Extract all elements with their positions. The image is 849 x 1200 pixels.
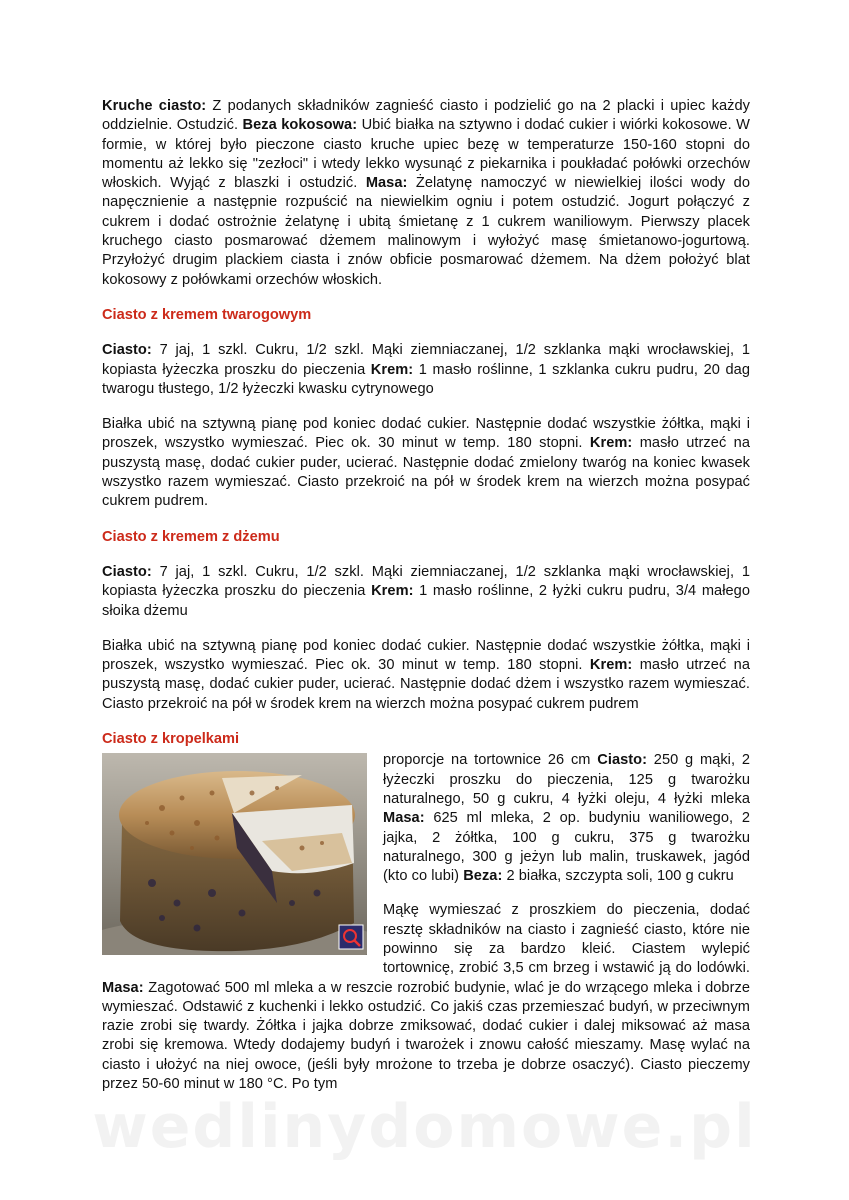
zoom-icon[interactable]: [339, 925, 363, 949]
cake-photo: [102, 753, 367, 955]
recipe-dzem-ingredients: Ciasto: 7 jaj, 1 szkl. Cukru, 1/2 szkl. Mąki ziemniaczanej, 1/2 szklanka mąki wrocławskiej, 1 kopiasta łyżeczka proszku do pieczenia Krem: 1 masło roślinne, 2 łyżki cukru pudru, 3/4 małego słoika dżemu: [102, 563, 750, 619]
label-masa: Masa:: [365, 175, 408, 192]
label-beza-kokosowa: Beza kokosowa:: [242, 117, 358, 134]
recipe-twarogowy-ingredients: Ciasto: 7 jaj, 1 szkl. Cukru, 1/2 szkl. Mąki ziemniaczanej, 1/2 szklanka mąki wrocławskiej, 1 kopiasta łyżeczka proszku do pieczenia Krem: 1 masło roślinne, 1 szklanka cukru pudru, 20 dag twarogu tłustego, 1/2 łyżeczki kwasku cytrynowego: [102, 342, 750, 397]
recipe-kropelki-ingredients: proporcje na tortownice 26 cm Ciasto: 250 g mąki, 2 łyżeczki proszku do pieczenia, 125 g twarożku naturalnego, 50 g cukru, 4 łyżki oleju, 4 łyżki mleka Masa: 625 ml mleka, 2 op. budyniu waniliowego, 2 jajka, 2 żółtka, 100 g cukru, 375 g twarożku naturalnego, 300 g jeżyn lub malin, truskawek, jagód (kto co lubi) Beza: 2 białka, szczypta soli, 100 g cukru: [383, 752, 750, 885]
cake-illustration: [102, 753, 367, 955]
intro-paragraph: Kruche ciasto: Z podanych składników zagnieść ciasto i podzielić go na 2 placki i upiec każdy oddzielnie. Ostudzić. Beza kokosowa: Ubić białka na sztywno i dodać cukier i wiórki kokosowe. W formie, w której było pieczone ciasto kruche upiec bezę w temperaturze 150-160 stopni do momentu aż lekko się "zezłoci" i wtedy lekko wysunąć z piekarnika i poukładać połówki orzechów włoskich. Wyjąć z blaszki i ostudzić. Masa: Żelatynę namoczyć w niewielkiej ilości wody do napęcznienie a następnie rozpuścić na niewielkim ogniu i potem ostudzić. Jogurt połączyć z cukrem i dodać ostrożnie żelatynę i ubitą śmietanę z 1 cukrem waniliowym. Pierwszy placek kruchego ciasto posmarować dżemem malinowym i wyłożyć masę śmietanowo-jogurtową. Przyłożyć drugim plackiem ciasta i znów obficie posmarować dżemem. Na dżem położyć blat kokosowy z połówkami orzechów włoskich.: [102, 98, 750, 288]
recipe-twarogowy-preparation: Białka ubić na sztywną pianę pod koniec dodać cukier. Następnie dodać wszystkie żółtka, mąki i proszek, wszystko wymieszać. Piec ok. 30 minut w temp. 180 stopni. Krem: masło utrzeć na puszystą masę, dodać cukier puder, ucierać. Następnie dodać zmielony twaróg na koniec kwasek wszystko razem wymieszać. Ciasto przekroić na pół w środek krem na wierzch można posypać cukrem pudrem.: [102, 416, 750, 510]
recipe-title-twarogowy: Ciasto z kremem twarogowym: [102, 306, 312, 323]
recipe-title-kropelki: Ciasto z kropelkami: [102, 731, 240, 748]
document-page: [102, 97, 750, 1094]
recipe-kropelki-preparation: Mąkę wymieszać z proszkiem do pieczenia, dodać resztę składników na ciasto i zagnieść ciasto, które nie powinno się za bardzo kleić. Ciastem wylepić tortownicę, zrobić 3,5 cm brzeg i wstawić ją do lodówki. Masa: Zagotować 500 ml mleka a w reszcie rozrobić budynie, wlać je do wrzącego mleka i dobrze wymieszać. Odstawić z kuchenki i lekko ostudzić. Co jakiś czas przemieszać budyń, w przeciwnym razie zrobi się twardy. Żółtka i jajka dobrze zmiksować, dodać cukier i dalej miksować aż masa zrobi się kremowa. Wtedy dodajemy budyń i twarożek i znowu całość mieszamy. Masę wylać na ciasto i ułożyć na niej owoce, (jeśli były mrożone to trzeba je dobrze osaczyć). Ciasto pieczemy przez 50-60 minut w 180 °C. Po tym: [102, 902, 750, 1093]
recipe-dzem-preparation: Białka ubić na sztywną pianę pod koniec dodać cukier. Następnie dodać wszystkie żółtka, mąki i proszek, wszystko wymieszać. Piec ok. 30 minut w temp. 180 stopni. Krem: masło utrzeć na puszystą masę, dodać cukier puder, ucierać. Następnie dodać dżem i wszystko razem wymieszać. Ciasto przekroić na pół w środek krem na wierzch można posypać cukrem pudrem: [102, 637, 750, 712]
recipe-title-dzem: Ciasto z kremem z dżemu: [102, 528, 280, 545]
watermark: wedlinydomowe.pl: [92, 1092, 757, 1162]
label-kruche-ciasto: Kruche ciasto:: [102, 98, 207, 114]
